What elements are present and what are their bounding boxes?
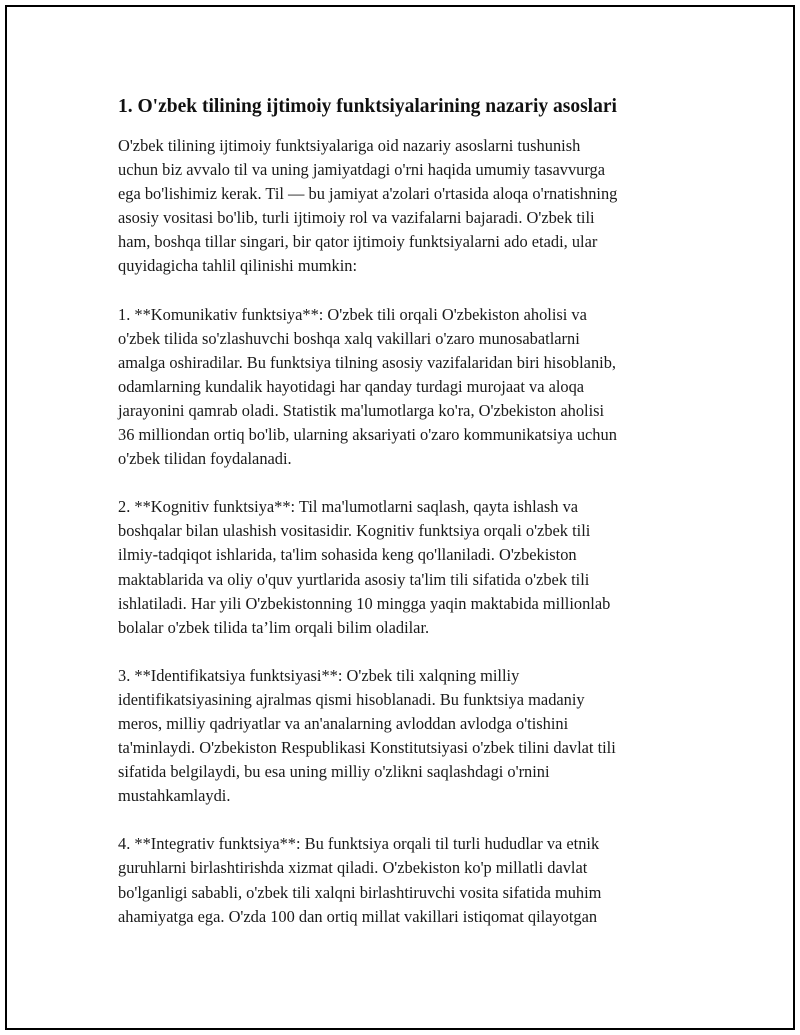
paragraph-line: ahamiyatga ega. O'zda 100 dan ortiq millat vakillari istiqomat qilayotgan xyxy=(118,906,598,926)
paragraph-line: o'zbek tilida so'zlashuvchi boshqa xalq vakillari o'zaro munosabatlarni xyxy=(118,328,580,348)
paragraph-line: 4. **Integrativ funktsiya**: Bu funktsiya orqali til turli hududlar va etnik xyxy=(118,834,600,854)
paragraph-line: amalga oshiradilar. Bu funktsiya tilning asosiy vazifalaridan biri hisoblanib, xyxy=(118,352,616,372)
paragraph-line: bo'lganligi sababli, o'zbek tili xalqni birlashtiruvchi vosita sifatida muhim xyxy=(118,882,602,902)
paragraph-line: 1. **Komunikativ funktsiya**: O'zbek tili orqali O'zbekiston aholisi va xyxy=(118,304,587,324)
identification-function-paragraph xyxy=(118,664,684,809)
paragraph-line: uchun biz avvalo til va uning jamiyatdagi o'rni haqida umumiy tasavvurga xyxy=(118,160,605,180)
paragraph-line: o'zbek tilidan foydalanadi. xyxy=(118,449,292,469)
paragraph-line: maktablarida va oliy o'quv yurtlarida asosiy ta'lim tili sifatida o'zbek tili xyxy=(118,569,590,589)
paragraph-line: ishlatiladi. Har yili O'zbekistonning 10 mingga yaqin maktabida millionlab xyxy=(118,593,611,613)
paragraph-line: boshqalar bilan ulashish vositasidir. Kognitiv funktsiya orqali o'zbek tili xyxy=(118,521,591,541)
paragraph-line: meros, milliy qadriyatlar va an'analarning avloddan avlodga o'tishini xyxy=(118,713,569,733)
paragraph-line: ham, boshqa tillar singari, bir qator ijtimoiy funktsiyalarni ado etadi, ular xyxy=(118,232,598,252)
paragraph-line: jarayonini qamrab oladi. Statistik ma'lumotlarga ko'ra, O'zbekiston aholisi xyxy=(118,400,605,420)
paragraph-line: identifikatsiyasining ajralmas qismi hisoblanadi. Bu funktsiya madaniy xyxy=(118,689,585,709)
integrative-function-paragraph xyxy=(118,832,684,928)
paragraph-line: 36 milliondan ortiq bo'lib, ularning aksariyati o'zaro kommunikatsiya uchun xyxy=(118,425,617,445)
paragraph-line: ta'minlaydi. O'zbekiston Respublikasi Konstitutsiyasi o'zbek tilini davlat tili xyxy=(118,738,616,758)
paragraph-line: odamlarning kundalik hayotidagi har qanday turdagi murojaat va aloqa xyxy=(118,376,585,396)
paragraph-line: O'zbek tilining ijtimoiy funktsiyalariga oid nazariy asoslarni tushunish xyxy=(118,136,581,155)
paragraph-line: guruhlarni birlashtirishda xizmat qiladi. O'zbekiston ko'p millatli davlat xyxy=(118,858,588,878)
paragraph-line: quyidagicha tahlil qilinishi mumkin: xyxy=(118,256,358,276)
paragraph-line: sifatida belgilaydi, bu esa uning milliy o'zlikni saqlashdagi o'rnini xyxy=(118,762,550,782)
paragraph-line: mustahkamlaydi. xyxy=(118,786,231,806)
paragraph-line: ilmiy-tadqiqot ishlarida, ta'lim sohasida keng qo'llaniladi. O'zbekiston xyxy=(118,545,577,565)
intro-paragraph xyxy=(118,134,684,279)
paragraph-line: asosiy vositasi bo'lib, turli ijtimoiy rol va vazifalarni bajaradi. O'zbek tili xyxy=(118,208,595,228)
document-body xyxy=(118,93,684,953)
paragraph-line: 3. **Identifikatsiya funktsiyasi**: O'zbek tili xalqning milliy xyxy=(118,665,520,685)
section-heading: 1. O'zbek tilining ijtimoiy funktsiyalarining nazariy asoslari xyxy=(118,96,617,117)
paragraph-line: bolalar o'zbek tilida ta’lim orqali bilim oladilar. xyxy=(118,617,430,637)
paragraph-line: ega bo'lishimiz kerak. Til — bu jamiyat a'zolari o'rtasida aloqa o'rnatishning xyxy=(118,184,618,204)
paragraph-line: 2. **Kognitiv funktsiya**: Til ma'lumotlarni saqlash, qayta ishlash va xyxy=(118,497,579,517)
communicative-function-paragraph xyxy=(118,303,684,472)
cognitive-function-paragraph xyxy=(118,495,684,640)
